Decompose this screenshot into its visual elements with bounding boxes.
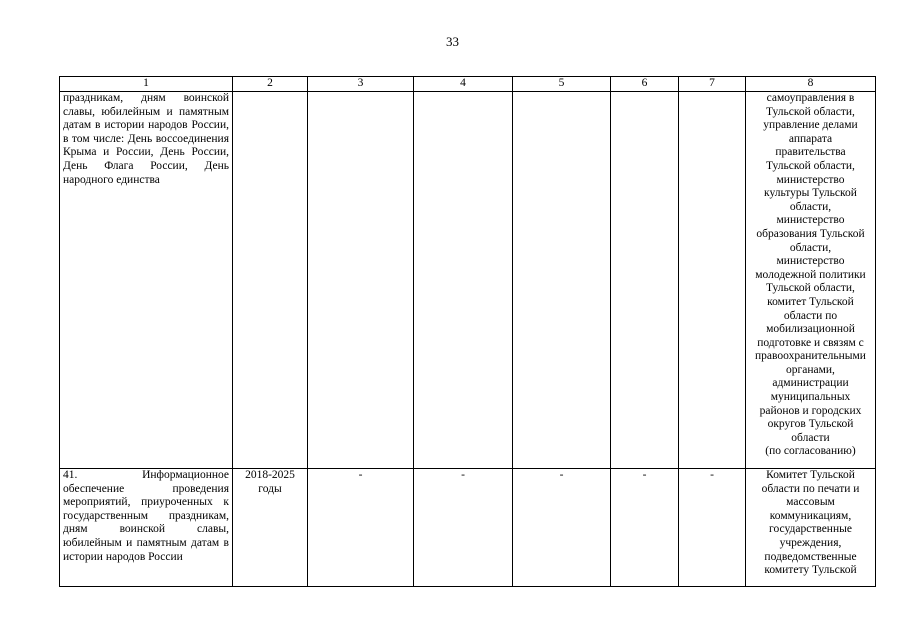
value-cell: - (513, 469, 611, 587)
header-col-8: 8 (746, 77, 876, 92)
period-cell (233, 469, 308, 587)
header-col-5: 5 (513, 77, 611, 92)
period-cell (233, 92, 308, 469)
value-cell: - (611, 469, 679, 587)
responsible-text: Комитет Тульской области по печати и массовым коммуникациям, государственные учреждения, подведомственные комитету Тульской (761, 469, 860, 577)
table-row (60, 469, 876, 587)
value-cell: - (679, 469, 746, 587)
value-cell: - (308, 469, 414, 587)
header-col-1: 1 (60, 77, 233, 92)
value-cell: - (414, 469, 513, 587)
value-cell (414, 92, 513, 469)
responsible-cell (746, 469, 876, 587)
table-header-row (60, 77, 876, 92)
header-col-3: 3 (308, 77, 414, 92)
page-number: 33 (446, 34, 459, 49)
value-cell (611, 92, 679, 469)
responsible-cell (746, 92, 876, 469)
value-cell (308, 92, 414, 469)
value-cell (679, 92, 746, 469)
value-cell (513, 92, 611, 469)
header-col-6: 6 (611, 77, 679, 92)
header-col-4: 4 (414, 77, 513, 92)
header-col-7: 7 (679, 77, 746, 92)
program-table (59, 76, 876, 587)
event-name-cell: 41. Информационное обеспечение проведения мероприятий, приуроченных к государственным праздникам, дням воинской славы, юбилейным и памятным датам в истории народов России (60, 469, 233, 587)
table-row (60, 92, 876, 469)
period-text: 2018-2025 годы (245, 469, 295, 495)
event-name-cell: праздникам, дням воинской славы, юбилейным и памятным датам в истории народов России, в том числе: День воссоединения Крыма и России, День России, День Флага России, День народного единства (60, 92, 233, 469)
header-col-2: 2 (233, 77, 308, 92)
responsible-text: самоуправления в Тульской области, управление делами аппарата правительства Тульской области, министерство культуры Тульской области, министерство образования Тульской области, министерство молодежной политики Тульской области, комитет Тульской области по мобилизационной подготовке и связям с правоохранительными органами, администрации муниципальных районов и городских округов Тульской области (по согласованию) (755, 92, 866, 458)
